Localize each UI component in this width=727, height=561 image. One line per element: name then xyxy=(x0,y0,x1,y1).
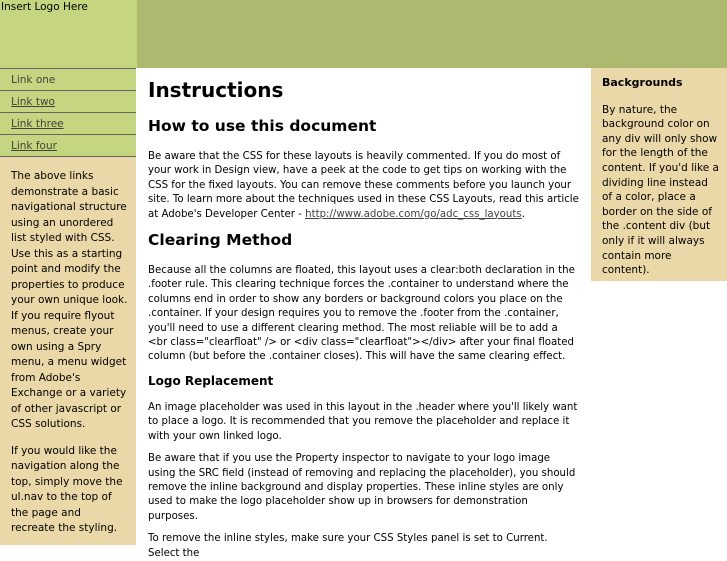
nav-item-link-two xyxy=(0,91,136,113)
backgrounds-heading: Backgrounds xyxy=(602,76,683,89)
section-heading-logo-replacement: Logo Replacement xyxy=(148,373,274,388)
left-sidebar xyxy=(0,68,136,545)
nav-link-two[interactable]: Link two xyxy=(11,96,55,108)
nav-list xyxy=(0,68,136,157)
section-paragraph-how-to-use xyxy=(148,150,580,222)
paragraph-text: Be aware that the CSS for these layouts is heavily commented. If you do most of your work in Design view, have a peek at the code to get tips on working with the CSS for the fixed layouts. You can remove these comments before you launch your site. To learn more about the techniques used in these CSS Layouts, read this article at Adobe's Developer Center - xyxy=(148,151,579,220)
sidebar-paragraph: If you would like the navigation along the top, simply move the ul.nav to the top of the page and recreate the styling. xyxy=(11,444,123,534)
sidebar-paragraph: The above links demonstrate a basic navigational structure using an unordered list styled with CSS. Use this as a starting point and modify the properties to produce your own unique look. If you require flyout menus, create your own using a Spry menu, a menu widget from Adobe's Exchange or a variety of other javascript or CSS solutions. xyxy=(11,170,128,430)
nav-item-link-four xyxy=(0,135,136,157)
right-sidebar xyxy=(591,68,727,281)
logo-placeholder[interactable] xyxy=(0,0,137,68)
section-paragraph-logo: Be aware that if you use the Property inspector to navigate to your logo image using the SRC field (instead of removing and replacing the placeholder), you should remove the inline background and display properties. These inline styles are only used to make the logo placeholder show up in browsers for demonstration purposes. xyxy=(148,453,576,522)
header xyxy=(0,0,727,68)
section-heading-clearing-method: Clearing Method xyxy=(148,231,293,250)
section-paragraph-logo: An image placeholder was used in this layout in the .header where you'll likely want to place a logo. It is recommended that you remove the placeholder and replace it with your own linked logo. xyxy=(148,401,578,442)
section-heading-how-to-use: How to use this document xyxy=(148,117,377,135)
nav-link-one[interactable]: Link one xyxy=(11,74,56,86)
nav-link-three[interactable]: Link three xyxy=(11,118,64,130)
main-content xyxy=(137,68,590,559)
logo-text: Insert Logo Here xyxy=(1,1,88,13)
nav-link-four[interactable]: Link four xyxy=(11,140,57,152)
section-paragraph-clearing-method: Because all the columns are floated, this layout uses a clear:both declaration in the .footer rule. This clearing technique forces the .container to understand where the columns end in order to show any borders or background colors you place on the .container. If your design requires you to remove the .footer from the .container, you'll need to use a different clearing method. The most reliable will be to add a <br class="clearfloat" /> or <div class="clearfloat"></div> after your final floated column (but before the .container closes). This will have the same clearing effect. xyxy=(148,265,575,363)
sidebar-description xyxy=(0,157,136,537)
backgrounds-text: By nature, the background color on any div will only show for the length of the content. If you'd like a dividing line instead of a color, place a border on the side of the .content div (but only if it will always contain more content). xyxy=(602,103,719,277)
section-paragraph-logo: To remove the inline styles, make sure your CSS Styles panel is set to Current. Select the xyxy=(148,533,548,559)
paragraph-text-end: . xyxy=(521,208,525,220)
page-title: Instructions xyxy=(148,78,284,102)
nav-item-link-three xyxy=(0,113,136,135)
adobe-css-layouts-link[interactable]: http://www.adobe.com/go/adc_css_layouts xyxy=(305,208,522,220)
nav-item-link-one xyxy=(0,69,136,91)
